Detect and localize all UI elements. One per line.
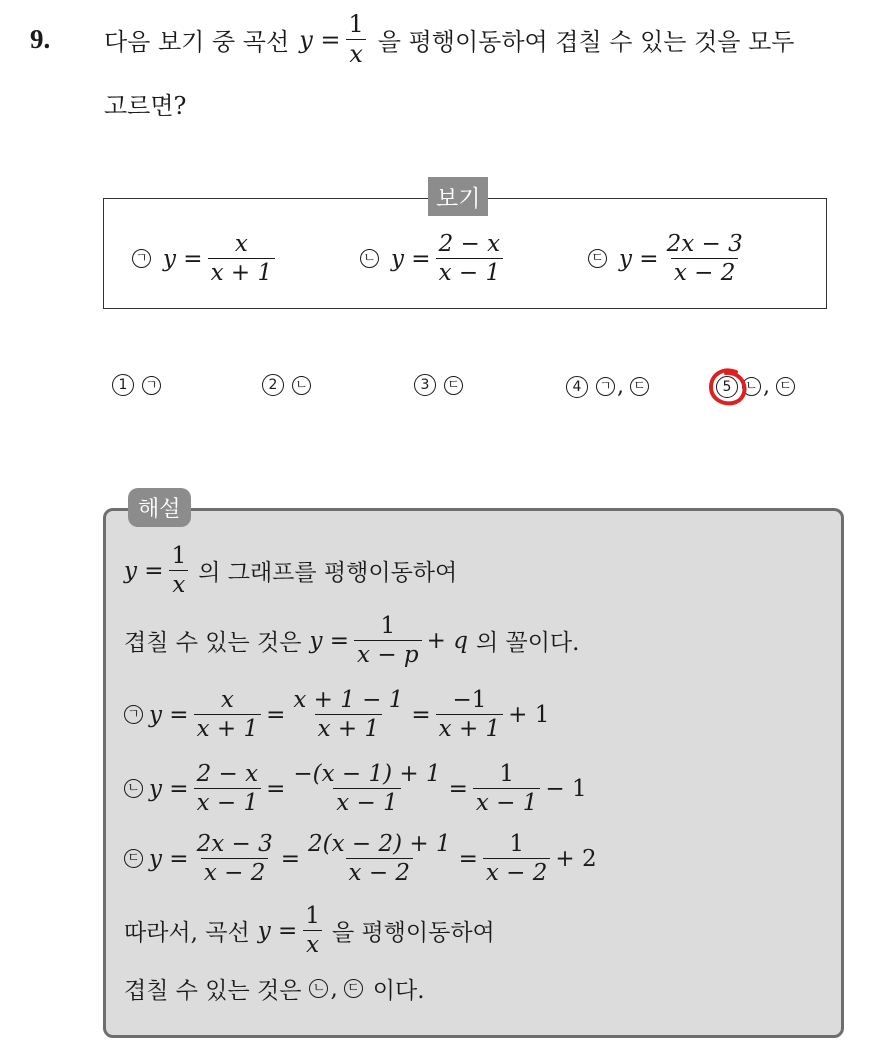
solution-tag: 해설	[128, 488, 191, 527]
circled-mark-a: ㄱ	[132, 249, 151, 268]
solution-line-3	[124, 688, 549, 741]
sol-l7-mark-2: ㄷ	[344, 979, 363, 998]
solution-line-5	[124, 832, 597, 885]
sol-l5-eq1: =	[280, 845, 300, 872]
question-text-after: 을 평행이동하여 겹칠 수 있는 것을 모두	[377, 28, 795, 57]
sol-l1-den: x	[169, 570, 188, 597]
sol-l3-lhs: y =	[149, 701, 189, 728]
sol-l2-fraction	[354, 614, 422, 667]
sol-l3-mark: ㄱ	[124, 705, 143, 724]
question-frac-num: 1	[348, 10, 364, 38]
bogi-item-a-den: x + 1	[208, 258, 276, 285]
sol-l4-d3: x − 1	[473, 788, 541, 815]
solution-line-6	[124, 904, 495, 957]
sol-l7-end: 이다.	[372, 978, 425, 1004]
sol-l1-lhs: y =	[124, 557, 164, 584]
sol-l4-eq2: =	[448, 775, 468, 802]
question-number: 9.	[30, 24, 51, 54]
choice-4[interactable]	[566, 374, 651, 399]
choice-4-mark-2: ㄷ	[630, 377, 649, 396]
sol-l3-d3: x + 1	[436, 714, 504, 741]
sol-l2-tail: + q	[426, 627, 468, 654]
solution-line-1	[124, 544, 457, 597]
sol-l1-num: 1	[171, 543, 187, 569]
bogi-tag: 보기	[428, 177, 488, 216]
sol-l6-end: 을 평행이동하여	[331, 920, 495, 947]
sol-l4-eq1: =	[266, 775, 286, 802]
answer-circle-mark-icon	[706, 366, 750, 408]
choice-5-mark-1: ㄴ	[742, 377, 761, 396]
choice-1[interactable]	[112, 374, 163, 396]
solution-line-2	[124, 614, 579, 667]
choice-4-sep: ,	[617, 374, 624, 399]
bogi-item-b-den: x − 1	[436, 258, 504, 285]
sol-l2-num: 1	[380, 613, 396, 639]
sol-l5-frac-3	[483, 832, 551, 885]
sol-l4-d2: x − 1	[333, 788, 401, 815]
sol-l5-d3: x − 2	[483, 858, 551, 885]
choice-3-mark: ㄷ	[444, 376, 463, 395]
sol-l2-lhs: y =	[309, 627, 350, 654]
bogi-item-a-num: x	[234, 231, 248, 257]
bogi-item-c-num: 2x − 3	[666, 231, 743, 257]
sol-l3-tail: + 1	[508, 701, 550, 728]
sol-l1-text: 의 그래프를 평행이동하여	[198, 560, 458, 587]
sol-l4-frac-1	[194, 762, 262, 815]
choice-4-number: 4	[566, 376, 588, 398]
sol-l5-eq2: =	[458, 845, 478, 872]
sol-l6-num: 1	[305, 903, 320, 929]
sol-l6-lhs: y =	[257, 917, 298, 944]
question-frac-den: x	[346, 39, 366, 67]
sol-l4-n2: −(x − 1) + 1	[293, 761, 441, 787]
sol-l7-text: 겹칠 수 있는 것은	[124, 978, 302, 1004]
solution-line-7	[124, 972, 425, 1005]
sol-l6-text: 따라서, 곡선	[124, 920, 250, 947]
sol-l7-comma: ,	[330, 975, 338, 1002]
question-fraction	[345, 12, 366, 67]
bogi-item-b-num: 2 − x	[438, 231, 501, 257]
question-line-1	[104, 12, 794, 67]
bogi-item-a	[132, 232, 280, 285]
sol-l4-n1: 2 − x	[196, 761, 259, 787]
bogi-item-b	[360, 232, 508, 285]
sol-l3-eq1: =	[266, 701, 286, 728]
sol-l5-lhs: y =	[149, 845, 189, 872]
choice-1-mark: ㄱ	[142, 376, 161, 395]
sol-l3-eq2: =	[411, 701, 431, 728]
sol-l3-frac-2	[290, 688, 406, 741]
sol-l5-frac-2	[305, 832, 454, 885]
bogi-item-a-fraction	[208, 232, 276, 285]
sol-l5-n3: 1	[509, 831, 524, 857]
bogi-item-c-fraction	[664, 232, 746, 285]
sol-l2-end: 의 꼴이다.	[475, 630, 580, 657]
sol-l6-den: x	[303, 930, 322, 957]
sol-l6-fraction	[302, 904, 323, 957]
sol-l4-frac-2	[290, 762, 443, 815]
sol-l5-n2: 2(x − 2) + 1	[308, 831, 451, 857]
sol-l5-mark: ㄷ	[124, 849, 143, 868]
sol-l5-frac-1	[194, 832, 276, 885]
bogi-item-b-fraction	[436, 232, 504, 285]
sol-l2-text: 겹칠 수 있는 것은	[124, 630, 302, 657]
bogi-item-a-lhs: y =	[163, 245, 203, 272]
sol-l2-den: x − p	[354, 640, 422, 667]
choice-5-number: 5	[716, 376, 738, 398]
sol-l5-d2: x − 2	[346, 858, 414, 885]
sol-l4-tail: − 1	[545, 775, 587, 802]
sol-l3-n2: x + 1 − 1	[293, 687, 404, 713]
bogi-item-c	[588, 232, 751, 285]
question-line-2: 고르면?	[104, 92, 187, 120]
solution-line-4	[124, 762, 587, 815]
sol-l5-tail: + 2	[555, 845, 597, 872]
choice-2-number: 2	[262, 374, 284, 396]
choice-5-mark-2: ㄷ	[776, 377, 795, 396]
bogi-item-c-lhs: y =	[619, 245, 659, 272]
sol-l3-frac-3	[436, 688, 504, 741]
sol-l4-frac-3	[473, 762, 541, 815]
sol-l3-d1: x + 1	[194, 714, 262, 741]
sol-l4-lhs: y =	[149, 775, 189, 802]
circled-mark-b: ㄴ	[360, 249, 379, 268]
choice-4-mark-1: ㄱ	[596, 377, 615, 396]
sol-l4-d1: x − 1	[194, 788, 262, 815]
choice-5-sep: ,	[763, 374, 770, 399]
sol-l7-mark-1: ㄴ	[309, 979, 328, 998]
sol-l4-mark: ㄴ	[124, 779, 143, 798]
sol-l1-fraction	[169, 544, 190, 597]
bogi-item-c-den: x − 2	[671, 258, 739, 285]
choice-3-number: 3	[414, 374, 436, 396]
sol-l3-frac-1	[194, 688, 262, 741]
question-text-before: 다음 보기 중 곡선	[104, 28, 290, 57]
sol-l3-n1: x	[220, 687, 234, 713]
choice-1-number: 1	[112, 374, 134, 396]
sol-l5-n1: 2x − 3	[196, 831, 273, 857]
sol-l3-d2: x + 1	[315, 714, 383, 741]
sol-l5-d1: x − 2	[201, 858, 269, 885]
bogi-item-b-lhs: y =	[391, 245, 431, 272]
choice-3[interactable]	[414, 374, 465, 396]
sol-l4-n3: 1	[499, 761, 514, 787]
choice-2-mark: ㄴ	[292, 376, 311, 395]
circled-mark-c: ㄷ	[588, 249, 607, 268]
sol-l3-n3: −1	[452, 687, 487, 713]
question-y-eq: y =	[299, 25, 341, 54]
choice-2[interactable]	[262, 374, 313, 396]
